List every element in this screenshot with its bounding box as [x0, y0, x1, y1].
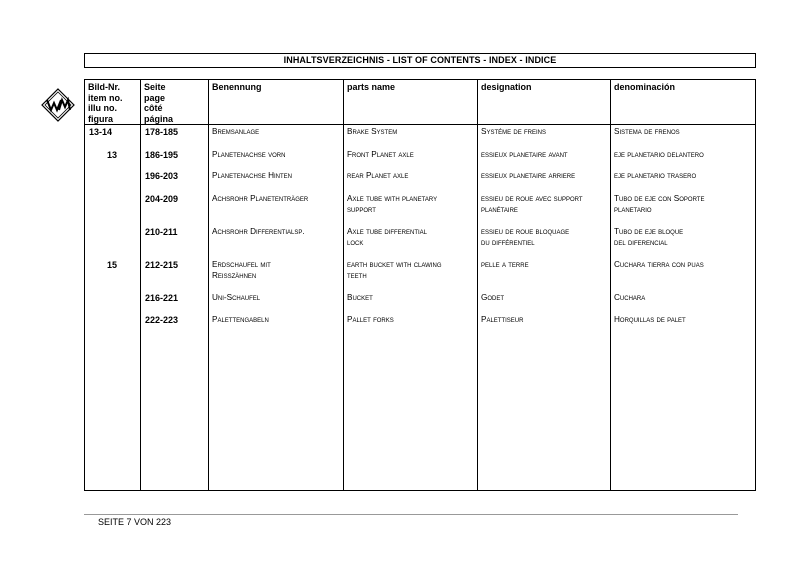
row-seite: 178-185: [145, 127, 179, 137]
row-designation: pelle a terre: [481, 260, 529, 269]
row-denominacion: Tubo de eje bloque del diferencial: [614, 227, 684, 247]
row-seite: 204-209: [145, 194, 179, 204]
contents-table: [84, 79, 756, 491]
row-benennung: Erdschaufel mit Reisszähnen: [212, 260, 271, 280]
row-benennung: Uni-Schaufel: [212, 293, 261, 302]
header-designation: designation: [481, 82, 532, 92]
row-parts-name: Axle tube differential lock: [347, 227, 428, 247]
row-seite: 222-223: [145, 315, 179, 325]
row-benennung: Planetenachse vorn: [212, 150, 286, 159]
row-parts-name: rear Planet axle: [347, 171, 409, 180]
row-designation: essieu de roue avec support planétaire: [481, 194, 583, 214]
row-designation: Palettiseur: [481, 315, 524, 324]
row-bild: 15: [107, 260, 118, 270]
row-designation: Godet: [481, 293, 505, 302]
row-seite: 196-203: [145, 171, 179, 181]
row-seite: 212-215: [145, 260, 179, 270]
page-number: SEITE 7 VON 223: [98, 517, 172, 527]
row-bild: 13-14: [89, 127, 113, 137]
row-benennung: Achsrohr Differentialsp.: [212, 227, 305, 236]
row-benennung: Achsrohr Planetenträger: [212, 194, 309, 203]
header-seite: Seite page côté página: [144, 82, 174, 124]
row-benennung: Bremsanlage: [212, 127, 260, 136]
row-denominacion: Cuchara: [614, 293, 646, 302]
col-divider: [208, 80, 209, 490]
header-bild: Bild-Nr. item no. illu no. figura: [88, 82, 123, 124]
row-seite: 210-211: [145, 227, 178, 237]
row-bild: 13: [107, 150, 118, 160]
header-divider: [85, 124, 755, 125]
row-designation: Systéme de freins: [481, 127, 547, 136]
row-denominacion: Sistema de frenos: [614, 127, 680, 136]
row-parts-name: Brake System: [347, 127, 398, 136]
row-parts-name: Bucket: [347, 293, 373, 302]
wm-logo: [41, 88, 75, 122]
col-divider: [477, 80, 478, 490]
col-divider: [343, 80, 344, 490]
row-seite: 186-195: [145, 150, 179, 160]
row-designation: essieux planetaire arriere: [481, 171, 576, 180]
row-parts-name: earth bucket with clawing teeth: [347, 260, 442, 280]
row-denominacion: Cuchara tierra con puas: [614, 260, 704, 269]
header-denominacion: denominación: [614, 82, 676, 92]
row-benennung: Planetenachse Hinten: [212, 171, 292, 180]
row-parts-name: Axle tube with planetary support: [347, 194, 438, 214]
col-divider: [610, 80, 611, 490]
row-parts-name: Front Planet axle: [347, 150, 414, 159]
row-benennung: Palettengabeln: [212, 315, 269, 324]
row-seite: 216-221: [145, 293, 179, 303]
row-denominacion: Horquillas de palet: [614, 315, 686, 324]
col-divider: [140, 80, 141, 490]
row-designation: essieux planetaire avant: [481, 150, 568, 159]
footer-divider: [84, 514, 738, 515]
header-parts-name: parts name: [347, 82, 396, 92]
row-parts-name: Pallet forks: [347, 315, 394, 324]
row-designation: essieu de roue bloquage du différentiel: [481, 227, 570, 247]
row-denominacion: Tubo de eje con Soporte planetario: [614, 194, 705, 214]
row-denominacion: eje planetario delantero: [614, 150, 704, 159]
row-denominacion: eje planetario trasero: [614, 171, 697, 180]
document-title: INHALTSVERZEICHNIS - LIST OF CONTENTS - INDEX - INDICE: [283, 55, 557, 65]
header-benennung: Benennung: [212, 82, 262, 92]
title-box: [84, 53, 756, 68]
